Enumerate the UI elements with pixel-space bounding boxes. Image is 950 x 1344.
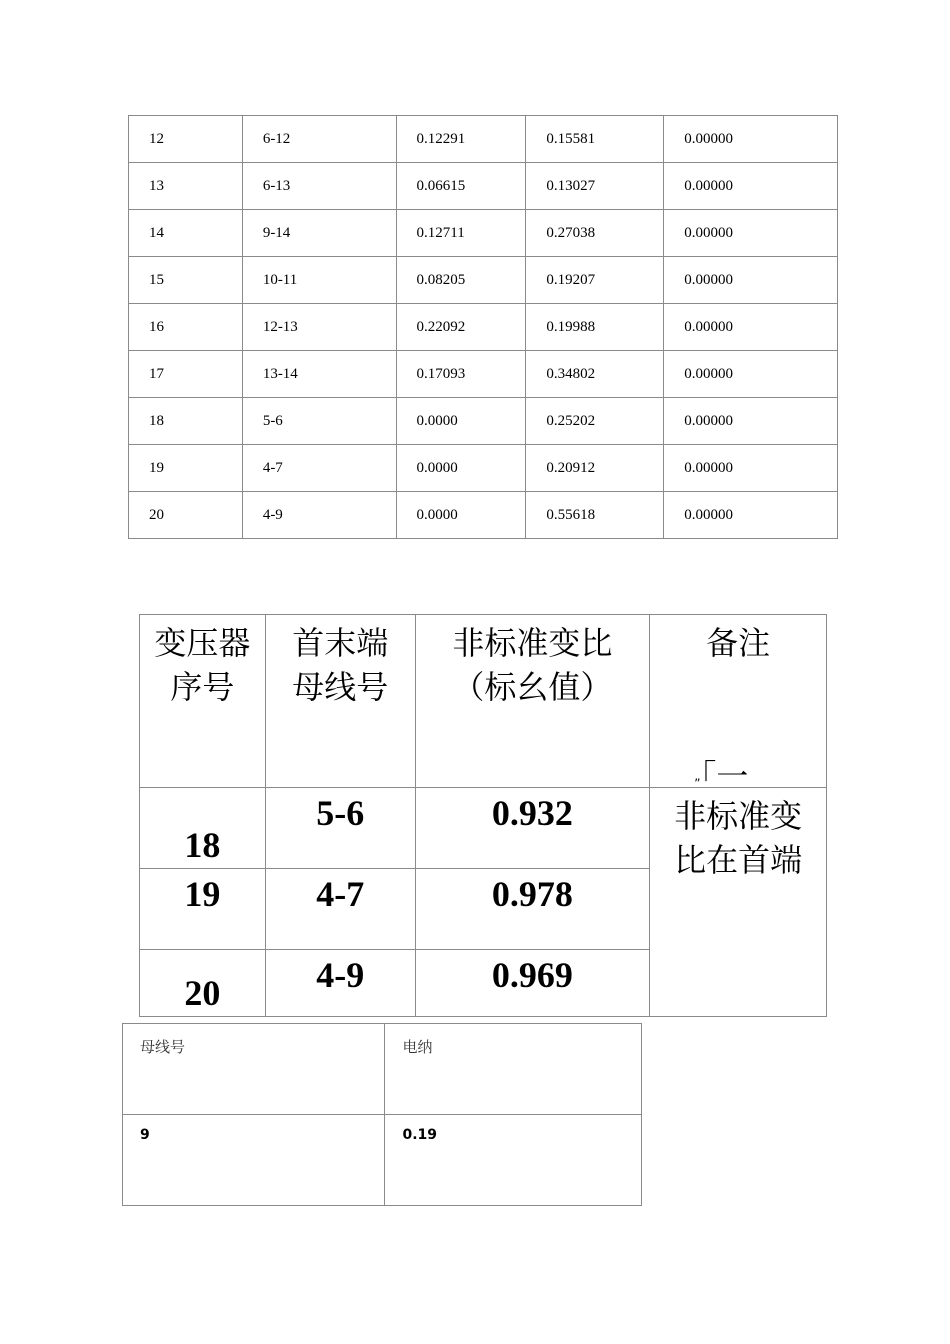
branch-parameter-table [128,115,838,539]
branch-susceptance: 0.00000 [664,351,838,398]
susceptance-header-row [123,1024,642,1115]
branch-number: 12 [129,116,243,163]
branch-row [129,492,838,539]
transformer-buses: 4-7 [265,869,415,950]
branch-reactance: 0.25202 [526,398,664,445]
branch-number: 19 [129,445,243,492]
branch-row [129,116,838,163]
susceptance-row [123,1115,642,1206]
header-transformer-id: 变压器 序号 [140,615,266,788]
branch-buses: 5-6 [242,398,396,445]
branch-reactance: 0.19988 [526,304,664,351]
transformer-row [140,788,827,869]
branch-row [129,445,838,492]
transformer-id: 18 [140,788,266,869]
branch-susceptance: 0.00000 [664,116,838,163]
transformer-header-row [140,615,827,788]
branch-reactance: 0.19207 [526,257,664,304]
branch-number: 20 [129,492,243,539]
branch-row [129,210,838,257]
branch-row [129,304,838,351]
branch-number: 17 [129,351,243,398]
branch-number: 13 [129,163,243,210]
branch-susceptance: 0.00000 [664,304,838,351]
branch-resistance: 0.12711 [396,210,526,257]
branch-buses: 4-9 [242,492,396,539]
transformer-id: 19 [140,869,266,950]
branch-number: 18 [129,398,243,445]
branch-number: 16 [129,304,243,351]
branch-resistance: 0.0000 [396,492,526,539]
branch-row [129,398,838,445]
branch-number: 15 [129,257,243,304]
branch-row [129,163,838,210]
branch-buses: 13-14 [242,351,396,398]
header-remarks: 备注 „「一 [650,615,827,788]
branch-susceptance: 0.00000 [664,492,838,539]
branch-buses: 9-14 [242,210,396,257]
branch-resistance: 0.0000 [396,398,526,445]
branch-reactance: 0.13027 [526,163,664,210]
header-off-nominal-ratio: 非标准变比 （标幺值） [415,615,650,788]
branch-reactance: 0.20912 [526,445,664,492]
branch-reactance: 0.15581 [526,116,664,163]
header-susceptance: 电纳 [385,1024,642,1115]
transformer-ratio: 0.969 [415,950,650,1017]
header-bus-number: 母线号 [123,1024,385,1115]
branch-resistance: 0.17093 [396,351,526,398]
branch-resistance: 0.06615 [396,163,526,210]
branch-susceptance: 0.00000 [664,210,838,257]
branch-number: 14 [129,210,243,257]
susceptance-value: 0.19 [385,1115,642,1206]
branch-susceptance: 0.00000 [664,445,838,492]
bus-number: 9 [123,1115,385,1206]
transformer-id: 20 [140,950,266,1017]
branch-buses: 12-13 [242,304,396,351]
branch-reactance: 0.27038 [526,210,664,257]
branch-reactance: 0.34802 [526,351,664,398]
branch-buses: 4-7 [242,445,396,492]
transformer-buses: 5-6 [265,788,415,869]
remarks-fragment: „「一 [694,757,749,795]
branch-susceptance: 0.00000 [664,257,838,304]
branch-table-body [129,116,838,539]
branch-susceptance: 0.00000 [664,163,838,210]
transformer-ratio-table [139,614,827,1017]
branch-row [129,351,838,398]
branch-buses: 10-11 [242,257,396,304]
branch-susceptance: 0.00000 [664,398,838,445]
branch-buses: 6-12 [242,116,396,163]
branch-buses: 6-13 [242,163,396,210]
branch-resistance: 0.12291 [396,116,526,163]
bus-susceptance-table [122,1023,642,1206]
header-bus-numbers: 首末端 母线号 [265,615,415,788]
transformer-note: 非标准变 比在首端 [650,788,827,1017]
branch-resistance: 0.08205 [396,257,526,304]
transformer-ratio: 0.932 [415,788,650,869]
branch-reactance: 0.55618 [526,492,664,539]
branch-resistance: 0.0000 [396,445,526,492]
branch-row [129,257,838,304]
transformer-ratio: 0.978 [415,869,650,950]
branch-resistance: 0.22092 [396,304,526,351]
transformer-buses: 4-9 [265,950,415,1017]
